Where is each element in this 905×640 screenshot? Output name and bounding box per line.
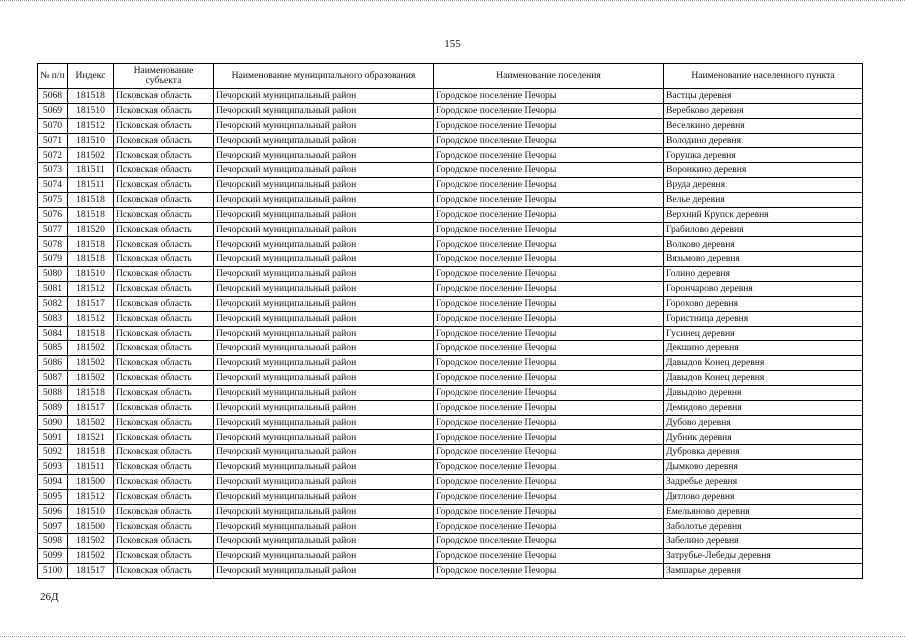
cell-index: 181520	[68, 222, 114, 237]
table-row	[38, 356, 863, 371]
cell-subject: Псковская область	[114, 474, 214, 489]
table-row	[38, 133, 863, 148]
cell-subject: Псковская область	[114, 163, 214, 178]
table-row	[38, 296, 863, 311]
cell-subject: Псковская область	[114, 489, 214, 504]
cell-index: 181511	[68, 163, 114, 178]
cell-subject: Псковская область	[114, 178, 214, 193]
cell-municipality: Печорский муниципальный район	[214, 371, 434, 386]
table-header	[38, 64, 863, 89]
cell-settlement: Городское поселение Печоры	[434, 252, 664, 267]
table-row	[38, 89, 863, 104]
cell-locality: Демидово деревня	[664, 400, 863, 415]
cell-num: 5080	[38, 267, 68, 282]
cell-municipality: Печорский муниципальный район	[214, 460, 434, 475]
cell-index: 181500	[68, 474, 114, 489]
cell-num: 5096	[38, 504, 68, 519]
cell-num: 5092	[38, 445, 68, 460]
cell-municipality: Печорский муниципальный район	[214, 133, 434, 148]
cell-index: 181512	[68, 489, 114, 504]
cell-index: 181510	[68, 103, 114, 118]
cell-settlement: Городское поселение Печоры	[434, 163, 664, 178]
cell-municipality: Печорский муниципальный район	[214, 118, 434, 133]
table-row	[38, 178, 863, 193]
cell-num: 5087	[38, 371, 68, 386]
cell-locality: Давыдово деревня	[664, 385, 863, 400]
cell-locality: Голино деревня	[664, 267, 863, 282]
cell-index: 181502	[68, 371, 114, 386]
cell-settlement: Городское поселение Печоры	[434, 400, 664, 415]
table-row	[38, 252, 863, 267]
cell-settlement: Городское поселение Печоры	[434, 564, 664, 579]
table-row	[38, 163, 863, 178]
header-num: № п/п	[38, 64, 68, 89]
cell-settlement: Городское поселение Печоры	[434, 118, 664, 133]
cell-settlement: Городское поселение Печоры	[434, 385, 664, 400]
table-row	[38, 385, 863, 400]
cell-index: 181517	[68, 296, 114, 311]
cell-locality: Дубник деревня	[664, 430, 863, 445]
cell-municipality: Печорский муниципальный район	[214, 89, 434, 104]
cell-index: 181502	[68, 356, 114, 371]
cell-index: 181518	[68, 192, 114, 207]
cell-index: 181510	[68, 133, 114, 148]
cell-locality: Емельяново деревня	[664, 504, 863, 519]
cell-municipality: Печорский муниципальный район	[214, 311, 434, 326]
cell-subject: Псковская область	[114, 445, 214, 460]
table-row	[38, 504, 863, 519]
cell-num: 5081	[38, 281, 68, 296]
cell-index: 181502	[68, 341, 114, 356]
cell-municipality: Печорский муниципальный район	[214, 504, 434, 519]
table-row	[38, 118, 863, 133]
cell-num: 5089	[38, 400, 68, 415]
cell-index: 181521	[68, 430, 114, 445]
cell-settlement: Городское поселение Печоры	[434, 549, 664, 564]
cell-settlement: Городское поселение Печоры	[434, 207, 664, 222]
cell-index: 181502	[68, 549, 114, 564]
cell-municipality: Печорский муниципальный район	[214, 237, 434, 252]
cell-settlement: Городское поселение Печоры	[434, 311, 664, 326]
cell-municipality: Печорский муниципальный район	[214, 400, 434, 415]
cell-settlement: Городское поселение Печоры	[434, 460, 664, 475]
cell-settlement: Городское поселение Печоры	[434, 430, 664, 445]
cell-num: 5076	[38, 207, 68, 222]
cell-settlement: Городское поселение Печоры	[434, 192, 664, 207]
cell-subject: Псковская область	[114, 148, 214, 163]
cell-index: 181502	[68, 534, 114, 549]
bottom-scan-border	[0, 636, 905, 637]
cell-municipality: Печорский муниципальный район	[214, 356, 434, 371]
header-municipality: Наименование муниципального образования	[214, 64, 434, 89]
cell-num: 5091	[38, 430, 68, 445]
table-header-row	[38, 64, 863, 89]
cell-index: 181518	[68, 385, 114, 400]
cell-settlement: Городское поселение Печоры	[434, 504, 664, 519]
cell-locality: Затрубье-Лебеды деревня	[664, 549, 863, 564]
cell-locality: Велье деревня	[664, 192, 863, 207]
table-row	[38, 564, 863, 579]
cell-locality: Вязьмово деревня	[664, 252, 863, 267]
cell-locality: Вруда деревня	[664, 178, 863, 193]
cell-locality: Давыдов Конец деревня	[664, 356, 863, 371]
cell-settlement: Городское поселение Печоры	[434, 534, 664, 549]
cell-municipality: Печорский муниципальный район	[214, 489, 434, 504]
cell-settlement: Городское поселение Печоры	[434, 89, 664, 104]
cell-index: 181510	[68, 504, 114, 519]
cell-num: 5072	[38, 148, 68, 163]
cell-num: 5094	[38, 474, 68, 489]
cell-subject: Псковская область	[114, 103, 214, 118]
cell-subject: Псковская область	[114, 118, 214, 133]
table-row	[38, 326, 863, 341]
table-row	[38, 222, 863, 237]
cell-locality: Вастцы деревня	[664, 89, 863, 104]
cell-index: 181518	[68, 252, 114, 267]
cell-subject: Псковская область	[114, 222, 214, 237]
cell-municipality: Печорский муниципальный район	[214, 564, 434, 579]
cell-num: 5077	[38, 222, 68, 237]
cell-settlement: Городское поселение Печоры	[434, 296, 664, 311]
cell-subject: Псковская область	[114, 341, 214, 356]
cell-locality: Задребье деревня	[664, 474, 863, 489]
table-row	[38, 400, 863, 415]
cell-locality: Горохово деревня	[664, 296, 863, 311]
cell-index: 181518	[68, 326, 114, 341]
cell-index: 181512	[68, 311, 114, 326]
cell-municipality: Печорский муниципальный район	[214, 326, 434, 341]
cell-num: 5098	[38, 534, 68, 549]
cell-num: 5075	[38, 192, 68, 207]
cell-settlement: Городское поселение Печоры	[434, 356, 664, 371]
table-row	[38, 267, 863, 282]
table-row	[38, 519, 863, 534]
header-locality: Наименование населенного пункта	[664, 64, 863, 89]
cell-index: 181512	[68, 281, 114, 296]
table-row	[38, 430, 863, 445]
top-scan-border	[0, 0, 905, 1]
cell-subject: Псковская область	[114, 89, 214, 104]
cell-municipality: Печорский муниципальный район	[214, 534, 434, 549]
cell-settlement: Городское поселение Печоры	[434, 341, 664, 356]
cell-locality: Замшарье деревня	[664, 564, 863, 579]
cell-index: 181511	[68, 460, 114, 475]
cell-index: 181502	[68, 148, 114, 163]
cell-subject: Псковская область	[114, 267, 214, 282]
cell-num: 5095	[38, 489, 68, 504]
cell-num: 5069	[38, 103, 68, 118]
cell-num: 5083	[38, 311, 68, 326]
cell-num: 5074	[38, 178, 68, 193]
table-row	[38, 148, 863, 163]
table-row	[38, 103, 863, 118]
cell-subject: Псковская область	[114, 430, 214, 445]
cell-num: 5090	[38, 415, 68, 430]
cell-locality: Дубово деревня	[664, 415, 863, 430]
cell-num: 5082	[38, 296, 68, 311]
cell-num: 5093	[38, 460, 68, 475]
cell-index: 181518	[68, 237, 114, 252]
table-row	[38, 237, 863, 252]
cell-locality: Дубровка деревня	[664, 445, 863, 460]
cell-locality: Гористница деревня	[664, 311, 863, 326]
table-row	[38, 371, 863, 386]
cell-subject: Псковская область	[114, 356, 214, 371]
cell-num: 5100	[38, 564, 68, 579]
table-row	[38, 534, 863, 549]
cell-num: 5079	[38, 252, 68, 267]
footer-code: 26Д	[40, 591, 59, 603]
header-settlement: Наименование поселения	[434, 64, 664, 89]
cell-settlement: Городское поселение Печоры	[434, 237, 664, 252]
table-row	[38, 489, 863, 504]
cell-municipality: Печорский муниципальный район	[214, 148, 434, 163]
cell-settlement: Городское поселение Печоры	[434, 281, 664, 296]
table-row	[38, 311, 863, 326]
cell-municipality: Печорский муниципальный район	[214, 385, 434, 400]
table-row	[38, 192, 863, 207]
cell-settlement: Городское поселение Печоры	[434, 415, 664, 430]
cell-municipality: Печорский муниципальный район	[214, 549, 434, 564]
table-row	[38, 207, 863, 222]
table-row	[38, 341, 863, 356]
table-row	[38, 549, 863, 564]
cell-locality: Веребково деревня	[664, 103, 863, 118]
table-row	[38, 445, 863, 460]
table-body	[38, 89, 863, 579]
cell-locality: Забелино деревня	[664, 534, 863, 549]
cell-num: 5071	[38, 133, 68, 148]
cell-municipality: Печорский муниципальный район	[214, 163, 434, 178]
cell-municipality: Печорский муниципальный район	[214, 519, 434, 534]
table-row	[38, 460, 863, 475]
cell-settlement: Городское поселение Печоры	[434, 133, 664, 148]
page-number: 155	[444, 38, 461, 50]
cell-subject: Псковская область	[114, 385, 214, 400]
cell-subject: Псковская область	[114, 460, 214, 475]
header-index: Индекс	[68, 64, 114, 89]
cell-num: 5086	[38, 356, 68, 371]
cell-municipality: Печорский муниципальный район	[214, 430, 434, 445]
cell-settlement: Городское поселение Печоры	[434, 222, 664, 237]
cell-num: 5078	[38, 237, 68, 252]
cell-index: 181511	[68, 178, 114, 193]
cell-subject: Псковская область	[114, 207, 214, 222]
cell-num: 5088	[38, 385, 68, 400]
cell-subject: Псковская область	[114, 549, 214, 564]
cell-locality: Верхний Крупск деревня	[664, 207, 863, 222]
cell-locality: Горушка деревня	[664, 148, 863, 163]
cell-locality: Володино деревня	[664, 133, 863, 148]
cell-subject: Псковская область	[114, 133, 214, 148]
cell-locality: Давыдов Конец деревня	[664, 371, 863, 386]
cell-locality: Воронкино деревня	[664, 163, 863, 178]
cell-settlement: Городское поселение Печоры	[434, 371, 664, 386]
cell-subject: Псковская область	[114, 281, 214, 296]
cell-subject: Псковская область	[114, 534, 214, 549]
cell-locality: Горончарово деревня	[664, 281, 863, 296]
cell-municipality: Печорский муниципальный район	[214, 445, 434, 460]
cell-subject: Псковская область	[114, 371, 214, 386]
cell-municipality: Печорский муниципальный район	[214, 103, 434, 118]
cell-settlement: Городское поселение Печоры	[434, 178, 664, 193]
cell-settlement: Городское поселение Печоры	[434, 519, 664, 534]
cell-municipality: Печорский муниципальный район	[214, 178, 434, 193]
cell-municipality: Печорский муниципальный район	[214, 415, 434, 430]
cell-settlement: Городское поселение Печоры	[434, 267, 664, 282]
cell-municipality: Печорский муниципальный район	[214, 267, 434, 282]
cell-subject: Псковская область	[114, 326, 214, 341]
cell-municipality: Печорский муниципальный район	[214, 296, 434, 311]
cell-index: 181518	[68, 445, 114, 460]
cell-locality: Гусинец деревня	[664, 326, 863, 341]
cell-subject: Псковская область	[114, 519, 214, 534]
table-row	[38, 474, 863, 489]
cell-num: 5099	[38, 549, 68, 564]
cell-index: 181502	[68, 415, 114, 430]
cell-num: 5084	[38, 326, 68, 341]
settlements-table	[37, 63, 863, 579]
cell-municipality: Печорский муниципальный район	[214, 341, 434, 356]
cell-index: 181517	[68, 564, 114, 579]
cell-municipality: Печорский муниципальный район	[214, 207, 434, 222]
cell-locality: Декшино деревня	[664, 341, 863, 356]
cell-locality: Веселкино деревня	[664, 118, 863, 133]
cell-subject: Псковская область	[114, 192, 214, 207]
cell-num: 5073	[38, 163, 68, 178]
cell-settlement: Городское поселение Печоры	[434, 148, 664, 163]
cell-subject: Псковская область	[114, 400, 214, 415]
cell-index: 181500	[68, 519, 114, 534]
cell-subject: Псковская область	[114, 415, 214, 430]
cell-subject: Псковская область	[114, 296, 214, 311]
header-subject: Наименование субъекта	[114, 64, 214, 89]
cell-subject: Псковская область	[114, 311, 214, 326]
cell-subject: Псковская область	[114, 252, 214, 267]
cell-municipality: Печорский муниципальный район	[214, 474, 434, 489]
cell-municipality: Печорский муниципальный район	[214, 281, 434, 296]
cell-index: 181512	[68, 118, 114, 133]
cell-index: 181510	[68, 267, 114, 282]
cell-municipality: Печорский муниципальный район	[214, 222, 434, 237]
cell-municipality: Печорский муниципальный район	[214, 252, 434, 267]
cell-settlement: Городское поселение Печоры	[434, 474, 664, 489]
cell-settlement: Городское поселение Печоры	[434, 103, 664, 118]
cell-settlement: Городское поселение Печоры	[434, 326, 664, 341]
cell-locality: Дымково деревня	[664, 460, 863, 475]
cell-settlement: Городское поселение Печоры	[434, 445, 664, 460]
cell-index: 181517	[68, 400, 114, 415]
table-row	[38, 415, 863, 430]
cell-num: 5068	[38, 89, 68, 104]
cell-settlement: Городское поселение Печоры	[434, 489, 664, 504]
cell-num: 5085	[38, 341, 68, 356]
table-row	[38, 281, 863, 296]
cell-subject: Псковская область	[114, 237, 214, 252]
cell-locality: Волково деревня	[664, 237, 863, 252]
cell-subject: Псковская область	[114, 504, 214, 519]
cell-locality: Дятлово деревня	[664, 489, 863, 504]
cell-locality: Заболотье деревня	[664, 519, 863, 534]
cell-subject: Псковская область	[114, 564, 214, 579]
cell-num: 5070	[38, 118, 68, 133]
cell-index: 181518	[68, 207, 114, 222]
cell-index: 181518	[68, 89, 114, 104]
cell-municipality: Печорский муниципальный район	[214, 192, 434, 207]
cell-locality: Грабилово деревня	[664, 222, 863, 237]
cell-num: 5097	[38, 519, 68, 534]
